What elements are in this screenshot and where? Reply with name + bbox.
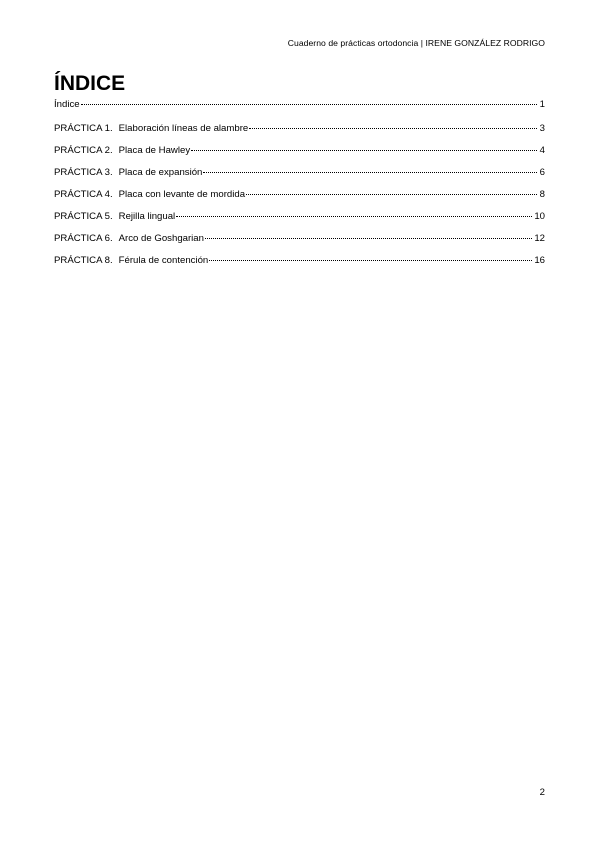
toc-entry-title[interactable]: Placa de expansión (118, 167, 203, 178)
toc-entry-practica-2[interactable] (54, 143, 545, 165)
running-header: Cuaderno de prácticas ortodoncia | IRENE GONZÁLEZ RODRIGO (287, 38, 545, 48)
toc-entry-number[interactable]: PRÁCTICA 5. (54, 211, 113, 222)
toc-entry-number[interactable]: PRÁCTICA 1. (54, 123, 113, 134)
toc-entry-title[interactable]: Férula de contención (118, 255, 209, 266)
toc-dot-leader (209, 260, 532, 261)
toc-entry-page: 8 (539, 189, 545, 200)
toc-entry-label[interactable]: Índice (54, 99, 80, 110)
toc-entry-number[interactable]: PRÁCTICA 2. (54, 145, 113, 156)
toc-entry-number[interactable]: PRÁCTICA 4. (54, 189, 113, 200)
toc-entry-page: 3 (539, 123, 545, 134)
toc-dot-leader (249, 128, 537, 129)
toc-entry-practica-5[interactable] (54, 209, 545, 231)
toc-entry-page: 1 (539, 99, 545, 110)
toc-entry-title[interactable]: Rejilla lingual (118, 211, 176, 222)
toc-entry-number[interactable]: PRÁCTICA 6. (54, 233, 113, 244)
toc-entry-page: 12 (534, 233, 545, 244)
toc-entry-title[interactable]: Placa de Hawley (118, 145, 191, 156)
toc-entry-practica-6[interactable] (54, 231, 545, 253)
toc-entry-page: 16 (534, 255, 545, 266)
toc-dot-leader (205, 238, 532, 239)
toc-dot-leader (191, 150, 537, 151)
toc-dot-leader (246, 194, 537, 195)
toc-entry-title[interactable]: Placa con levante de mordida (118, 189, 246, 200)
toc-entry-practica-8[interactable] (54, 253, 545, 275)
toc-entry-number[interactable]: PRÁCTICA 3. (54, 167, 113, 178)
toc-entry-page: 4 (539, 145, 545, 156)
toc-entry-page: 10 (534, 211, 545, 222)
toc-dot-leader (81, 104, 537, 105)
toc-entry-title[interactable]: Elaboración líneas de alambre (118, 123, 249, 134)
page-number: 2 (539, 787, 545, 798)
toc-entry-indice[interactable] (54, 97, 545, 121)
toc-entry-practica-1[interactable] (54, 121, 545, 143)
toc-entry-title[interactable]: Arco de Goshgarian (118, 233, 204, 244)
page-title: ÍNDICE (54, 72, 126, 95)
toc-dot-leader (176, 216, 532, 217)
toc-entry-page: 6 (539, 167, 545, 178)
toc-entry-practica-4[interactable] (54, 187, 545, 209)
toc-entry-practica-3[interactable] (54, 165, 545, 187)
table-of-contents (54, 97, 545, 275)
toc-dot-leader (203, 172, 537, 173)
toc-entry-number[interactable]: PRÁCTICA 8. (54, 255, 113, 266)
